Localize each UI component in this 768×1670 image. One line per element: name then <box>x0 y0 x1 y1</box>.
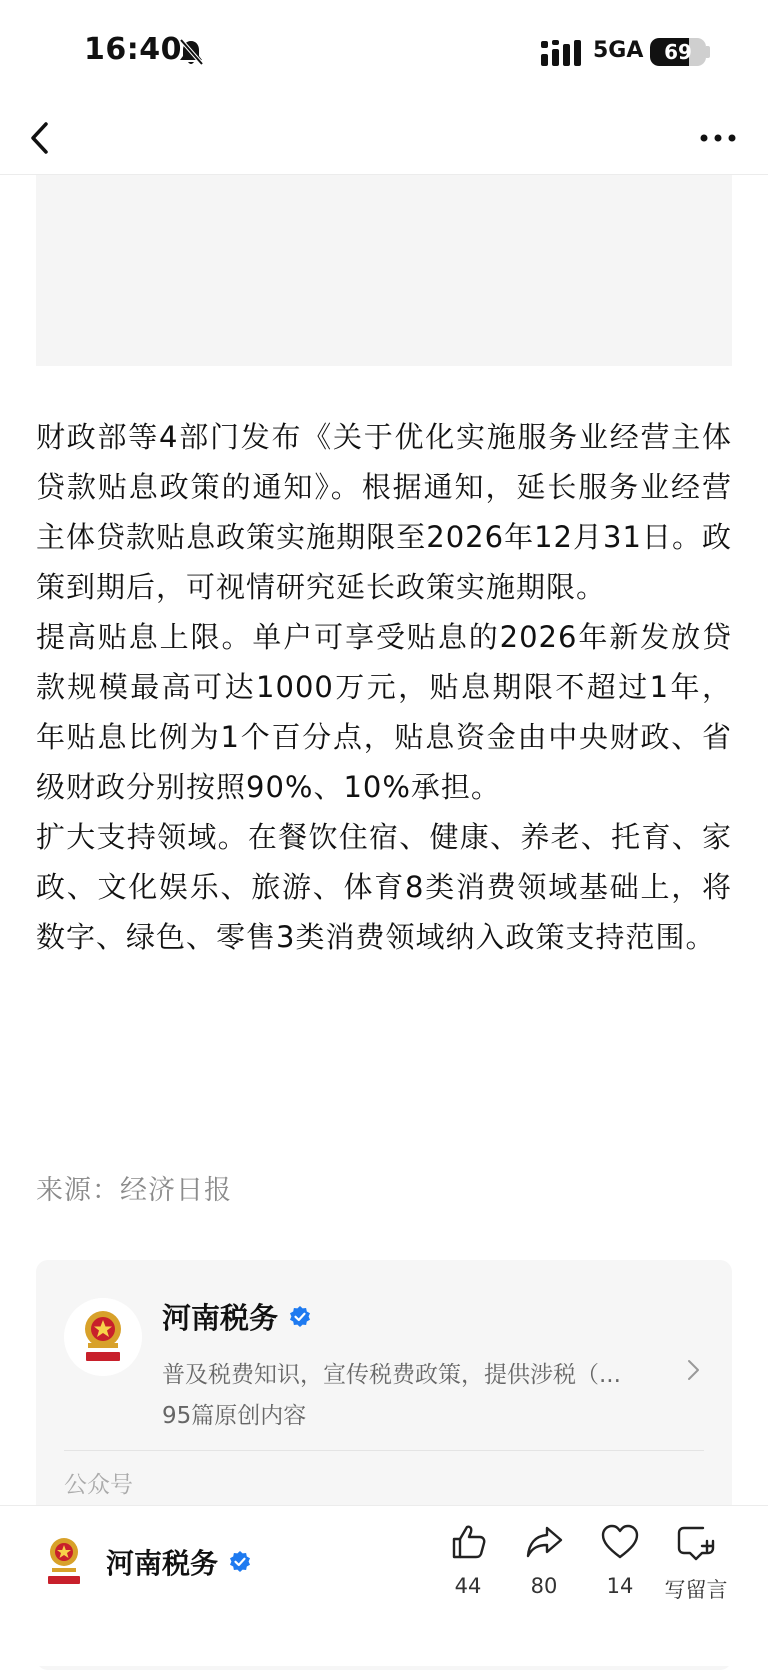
chevron-right-icon[interactable] <box>686 1356 702 1384</box>
account-avatar <box>64 1298 142 1376</box>
article-source: 来源：经济日报 <box>36 1175 232 1206</box>
verified-icon <box>228 1550 252 1574</box>
account-description: 普及税费知识，宣传税费政策，提供涉税（... <box>162 1362 621 1388</box>
account-name-row <box>162 1296 312 1337</box>
more-icon[interactable] <box>698 128 738 148</box>
bell-off-icon <box>178 38 204 66</box>
bottom-account-name: 河南税务 <box>106 1547 219 1580</box>
status-time: 16:40 <box>84 32 182 67</box>
article-paragraph: 财政部等4部门发布《关于优化实施服务业经营主体贷款贴息政策的通知》。根据通知，延长服务业经营主体贷款贴息政策实施期限至2026年12月31日。政策到期后，可视情研究延长政策实施期限。 <box>36 420 732 604</box>
bottom-account-row[interactable] <box>106 1542 252 1582</box>
nav-bar <box>0 100 768 175</box>
thumbs-up-icon <box>448 1522 488 1562</box>
status-bar <box>0 0 768 100</box>
back-icon[interactable] <box>26 118 56 158</box>
account-type: 公众号 <box>64 1472 133 1498</box>
comment-label: 写留言 <box>664 1578 728 1602</box>
article-image[interactable] <box>36 175 732 366</box>
bottom-bar <box>0 1505 768 1666</box>
account-name: 河南税务 <box>162 1301 279 1335</box>
network-type: 5GA <box>593 38 644 63</box>
like-count: 44 <box>454 1574 482 1598</box>
share-count: 80 <box>530 1574 558 1598</box>
comment-button[interactable] <box>651 1522 741 1604</box>
battery-icon <box>650 38 706 66</box>
article-paragraph: 扩大支持领域。在餐饮住宿、健康、养老、托育、家政、文化娱乐、旅游、体育8类消费领域基础上，将数字、绿色、零售3类消费领域纳入政策支持范围。 <box>36 820 732 954</box>
card-divider <box>64 1450 704 1451</box>
article-paragraph: 提高贴息上限。单户可享受贴息的2026年新发放贷款规模最高可达1000万元，贴息期限不超过1年，年贴息比例为1个百分点，贴息资金由中央财政、省级财政分别按照90%、10%承担。 <box>36 620 732 804</box>
account-article-count: 95篇原创内容 <box>162 1403 307 1429</box>
verified-icon <box>288 1305 312 1329</box>
signal-icon <box>541 40 581 66</box>
heart-icon <box>600 1522 640 1562</box>
share-icon <box>524 1522 564 1562</box>
account-avatar-small[interactable] <box>38 1532 90 1588</box>
article-body <box>36 412 732 962</box>
battery-level: 69 <box>664 40 692 64</box>
favorite-count: 14 <box>606 1574 634 1598</box>
comment-icon <box>676 1522 716 1562</box>
battery-tip <box>706 46 710 58</box>
